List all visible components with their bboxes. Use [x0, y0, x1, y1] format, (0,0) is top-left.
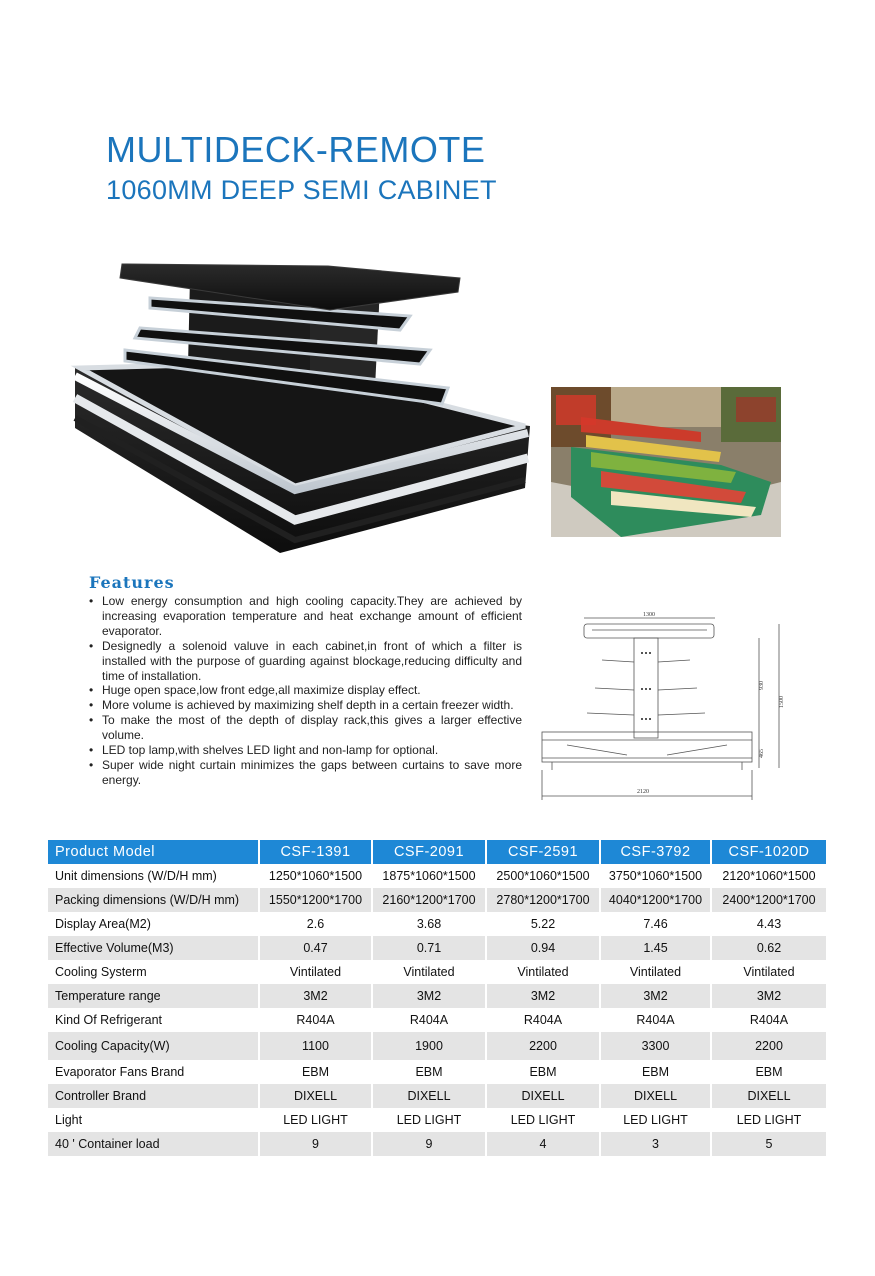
table-cell: 0.62 — [712, 936, 826, 960]
table-cell: 1.45 — [601, 936, 712, 960]
table-cell: 3.68 — [373, 912, 487, 936]
table-cell: 1100 — [260, 1032, 373, 1060]
table-row — [48, 984, 826, 1008]
row-label: Light — [48, 1108, 260, 1132]
table-cell: 1550*1200*1700 — [260, 888, 373, 912]
table-cell: 5.22 — [487, 912, 601, 936]
table-cell: LED LIGHT — [487, 1108, 601, 1132]
table-row — [48, 864, 826, 888]
dim-upper-label: 930 — [759, 681, 765, 690]
dim-top-label: 1300 — [643, 612, 655, 618]
list-item: • Super wide night curtain minimizes the gaps between curtains to save more energy. — [86, 758, 522, 788]
list-item: • Huge open space,low front edge,all maximize display effect. — [86, 683, 522, 698]
table-cell: 9 — [373, 1132, 487, 1156]
table-cell: 1250*1060*1500 — [260, 864, 373, 888]
supermarket-display-illustration — [551, 387, 781, 537]
row-label: Kind Of Refrigerant — [48, 1008, 260, 1032]
technical-drawing — [537, 610, 809, 802]
table-cell: LED LIGHT — [736, 1113, 802, 1127]
header-cell: CSF-2091 — [373, 840, 487, 864]
table-cell: LED LIGHT — [373, 1108, 487, 1132]
header-cell: CSF-1020D — [712, 840, 826, 864]
table-cell: 3M2 — [712, 984, 826, 1008]
dim-width-label: 2120 — [637, 789, 649, 795]
table-cell: DIXELL — [712, 1084, 826, 1108]
table-cell: 2160*1200*1700 — [373, 888, 487, 912]
row-label: Cooling Systerm — [48, 960, 260, 984]
table-cell: 4.43 — [756, 917, 782, 931]
table-cell: Vintilated — [487, 960, 601, 984]
header-cell: CSF-3792 — [601, 840, 712, 864]
table-cell: DIXELL — [260, 1084, 373, 1108]
list-item: • More volume is achieved by maximizing shelf depth in a certain freezer width. — [86, 698, 522, 713]
header-cell: CSF-2591 — [487, 840, 601, 864]
table-cell: 2120*1060*1500 — [722, 869, 816, 883]
table-cell: EBM — [755, 1065, 783, 1079]
row-label: Cooling Capacity(W) — [48, 1032, 260, 1060]
table-cell: EBM — [260, 1060, 373, 1084]
row-label: Evaporator Fans Brand — [48, 1060, 260, 1084]
page-title: MULTIDECK-REMOTE — [106, 129, 486, 170]
dim-total-label: 1500 — [779, 696, 785, 708]
table-cell: 1900 — [373, 1032, 487, 1060]
table-cell: 5 — [712, 1132, 826, 1156]
table-cell: Vintilated — [601, 960, 712, 984]
table-row — [48, 960, 826, 984]
table-cell: 3300 — [601, 1032, 712, 1060]
table-cell: LED LIGHT — [260, 1108, 373, 1132]
table-row — [48, 1108, 826, 1132]
table-cell: Vintilated — [743, 965, 795, 979]
table-cell: LED LIGHT — [601, 1108, 712, 1132]
store-photo — [551, 387, 781, 537]
row-label: Temperature range — [48, 984, 260, 1008]
table-cell: DIXELL — [487, 1084, 601, 1108]
table-row — [48, 1008, 826, 1032]
list-item: • Designedly a solenoid valuve in each cabinet,in front of which a filter is installed with the purpose of guarding against blockage,reducing difficulty and time of installation. — [86, 639, 522, 684]
table-cell: 0.71 — [373, 936, 487, 960]
table-cell: 0.94 — [487, 936, 601, 960]
features-heading: Features — [89, 573, 175, 592]
row-label: Packing dimensions (W/D/H mm) — [48, 888, 260, 912]
header-cell: Product Model — [48, 840, 260, 864]
table-cell: 3M2 — [601, 984, 712, 1008]
dimension-drawing-svg — [537, 610, 809, 802]
table-cell: R404A — [601, 1008, 712, 1032]
dim-lower-label: 465 — [759, 749, 765, 758]
row-label: Unit dimensions (W/D/H mm) — [48, 864, 260, 888]
table-cell: R404A — [373, 1008, 487, 1032]
table-cell: 2500*1060*1500 — [487, 864, 601, 888]
table-cell: 1875*1060*1500 — [373, 864, 487, 888]
row-label: Controller Brand — [48, 1084, 260, 1108]
table-cell: 2780*1200*1700 — [487, 888, 601, 912]
table-cell: Vintilated — [260, 960, 373, 984]
table-cell: Vintilated — [373, 960, 487, 984]
table-cell: 2200 — [487, 1032, 601, 1060]
table-cell: 4040*1200*1700 — [601, 888, 712, 912]
header-cell: CSF-1391 — [260, 840, 373, 864]
table-cell: R404A — [260, 1008, 373, 1032]
table-cell: R404A — [749, 1013, 789, 1027]
table-cell: EBM — [373, 1060, 487, 1084]
table-cell: 3M2 — [487, 984, 601, 1008]
row-label: 40 ' Container load — [48, 1132, 260, 1156]
product-image — [70, 258, 540, 558]
spec-table — [48, 840, 826, 1156]
table-cell: EBM — [601, 1060, 712, 1084]
table-cell: 7.46 — [601, 912, 712, 936]
table-cell: 2200 — [712, 1032, 826, 1060]
list-item: • Low energy consumption and high cooling capacity.They are achieved by increasing evaporation temperature and heat exchange amount of efficient evaporator. — [86, 594, 522, 639]
table-cell: 9 — [260, 1132, 373, 1156]
table-row — [48, 888, 826, 912]
row-label: Effective Volume(M3) — [48, 936, 260, 960]
table-row — [48, 1132, 826, 1156]
table-cell: 0.47 — [260, 936, 373, 960]
table-row — [48, 1032, 826, 1060]
table-cell: 2.6 — [260, 912, 373, 936]
table-cell: 3M2 — [260, 984, 373, 1008]
table-header-row — [48, 840, 826, 864]
table-cell: 2400*1200*1700 — [712, 888, 826, 912]
table-cell: 4 — [487, 1132, 601, 1156]
table-row — [48, 936, 826, 960]
list-item: • LED top lamp,with shelves LED light and non-lamp for optional. — [86, 743, 522, 758]
table-cell: R404A — [487, 1008, 601, 1032]
row-label: Display Area(M2) — [48, 912, 260, 936]
page-subtitle: 1060MM DEEP SEMI CABINET — [106, 175, 497, 205]
table-cell: DIXELL — [601, 1084, 712, 1108]
table-row — [48, 1084, 826, 1108]
features-list — [86, 594, 522, 788]
table-row — [48, 1060, 826, 1084]
table-cell: 3 — [601, 1132, 712, 1156]
table-cell: 3750*1060*1500 — [601, 864, 712, 888]
table-cell: DIXELL — [373, 1084, 487, 1108]
multideck-cabinet-illustration — [70, 258, 540, 558]
table-cell: 3M2 — [373, 984, 487, 1008]
table-row — [48, 912, 826, 936]
list-item: • To make the most of the depth of display rack,this gives a larger effective volume. — [86, 713, 522, 743]
table-cell: EBM — [487, 1060, 601, 1084]
